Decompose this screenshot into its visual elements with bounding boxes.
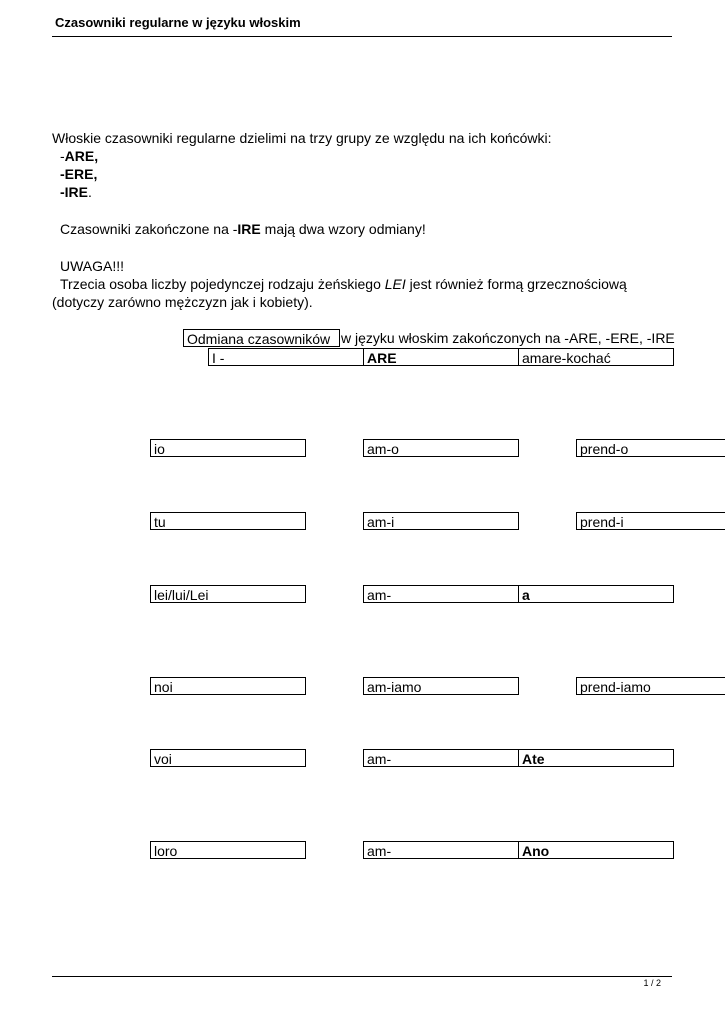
ending-are-prefix: -	[60, 148, 65, 164]
pronoun-cell: noi	[150, 677, 306, 695]
ending-ire-label: -IRE	[60, 184, 88, 200]
ire-note-after: mają dwa wzory odmiany!	[260, 221, 426, 237]
ending-are-label: ARE,	[64, 148, 99, 164]
are-ending-cell: Ano	[518, 841, 674, 859]
page-number: 1 / 2	[643, 978, 661, 988]
pronoun-cell: loro	[150, 841, 306, 859]
pronoun-cell: voi	[150, 749, 306, 767]
ending-ire	[60, 183, 92, 201]
are-form-cell: am-iamo	[363, 677, 519, 695]
warning-line-1	[60, 275, 627, 293]
ire-note-before: Czasowniki zakończone na -	[60, 221, 238, 237]
ire-form-cell: prend-iamo	[576, 677, 725, 695]
are-stem-cell: am-	[363, 841, 519, 859]
ire-note-bold: IRE	[237, 221, 261, 237]
warning-line-1-before: Trzecia osoba liczby pojedynczej rodzaju żeńskiego	[60, 276, 385, 292]
pronoun-cell: tu	[150, 512, 306, 530]
warning-line-1-after: jest również formą grzecznościową	[405, 276, 627, 292]
are-form-cell: am-o	[363, 439, 519, 457]
pronoun-cell: io	[150, 439, 306, 457]
ending-ere: -ERE,	[60, 166, 98, 182]
ending-are	[60, 147, 98, 165]
warning-title: UWAGA!!!	[60, 258, 125, 274]
are-stem-cell: am-	[363, 585, 519, 603]
warning-line-2: (dotyczy zarówno mężczyzn jak i kobiety).	[52, 294, 313, 310]
are-ending-cell: Ate	[518, 749, 674, 767]
ending-ire-suffix: .	[88, 184, 92, 200]
footer-rule	[52, 976, 672, 977]
ire-note	[60, 220, 426, 238]
intro-text: Włoskie czasowniki regularne dzielimi na trzy grupy ze względu na ich końcówki:	[52, 130, 552, 146]
are-form-cell: am-i	[363, 512, 519, 530]
page-header-title: Czasowniki regularne w języku włoskim	[55, 15, 301, 30]
ire-form-cell: prend-o	[576, 439, 725, 457]
group-ending-cell: ARE	[363, 348, 519, 366]
header-rule	[52, 36, 672, 37]
group-number-cell: I -	[208, 348, 364, 366]
group-example-cell: amare-kochać	[518, 348, 674, 366]
ire-form-cell: prend-i	[576, 512, 725, 530]
table-title-box: Odmiana czasowników	[183, 329, 340, 347]
are-ending-cell: a	[518, 585, 674, 603]
are-stem-cell: am-	[363, 749, 519, 767]
pronoun-cell: lei/lui/Lei	[150, 585, 306, 603]
table-title-rest: w języku włoskim zakończonych na -ARE, -ERE, -IRE	[341, 330, 675, 346]
warning-line-1-italic: LEI	[384, 276, 406, 292]
